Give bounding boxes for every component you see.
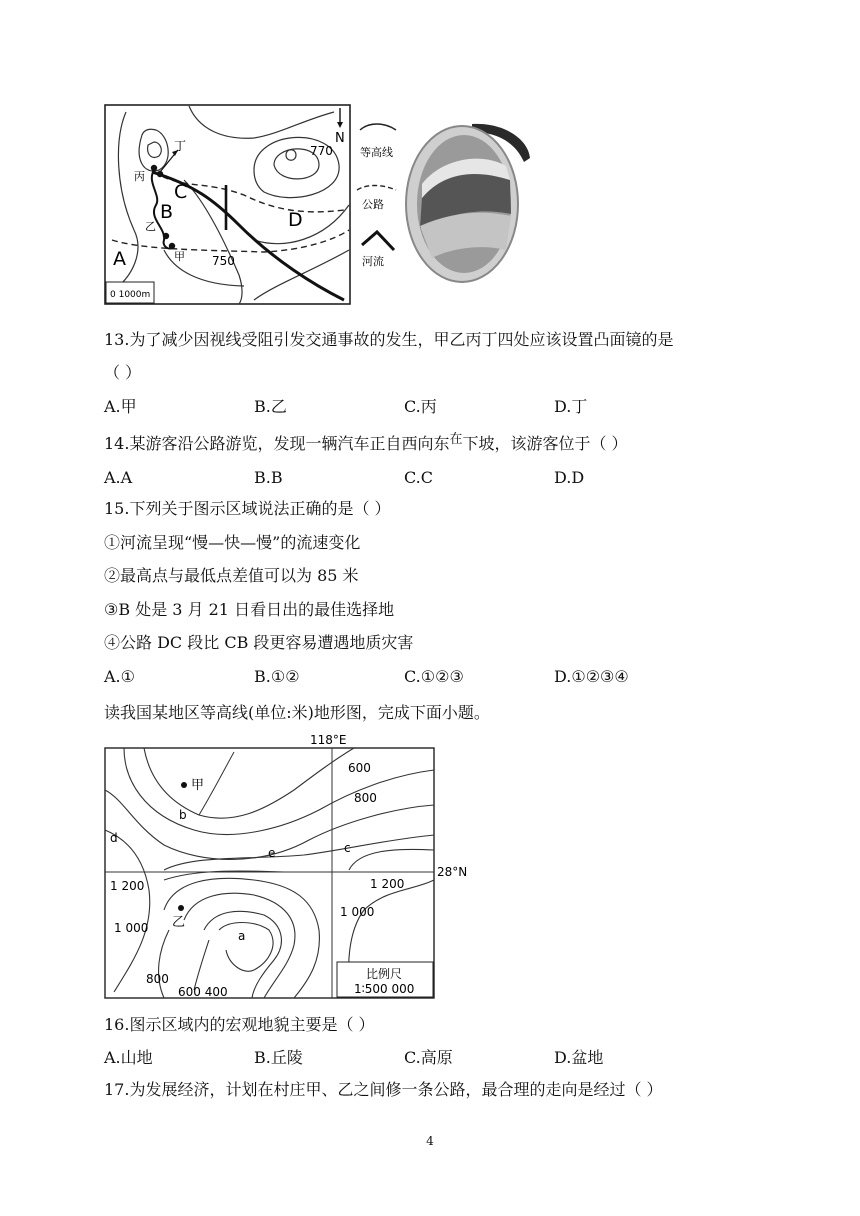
q13-option-c[interactable]: C.丙 [404, 397, 437, 416]
q16-option-a[interactable]: A.山地 [104, 1048, 153, 1067]
contour-lines-2 [105, 748, 434, 998]
label-C: C [174, 181, 188, 203]
label-a: a [238, 929, 246, 943]
q14-option-d[interactable]: D.D [554, 468, 585, 487]
label-A: A [113, 248, 126, 270]
contour-map-figure-1 [104, 100, 434, 306]
label-bing: 丙 [134, 170, 145, 183]
contour-map-1-svg [104, 100, 434, 306]
q14-option-a[interactable]: A.A [104, 468, 133, 487]
map-frame-2 [105, 748, 434, 998]
legend-river-icon [362, 232, 394, 250]
q13-option-a[interactable]: A.甲 [104, 397, 137, 416]
q16-option-c[interactable]: C.高原 [404, 1048, 453, 1067]
village-yi-dot-2 [178, 905, 184, 911]
q14-option-c[interactable]: C.C [404, 468, 433, 487]
scale-value: 1∶500 000 [354, 982, 415, 996]
q15-option-c[interactable]: C.①②③ [404, 667, 464, 686]
label-scale: 0 1000m [110, 290, 151, 300]
label-north: N [335, 131, 345, 146]
q14-text-before: 14.某游客沿公路游览，发现一辆汽车正自西向东 [104, 434, 450, 453]
label-e: e [268, 846, 276, 860]
q15-statement-3: ③B 处是 3 月 21 日看日出的最佳选择地 [104, 600, 395, 619]
q15-option-d[interactable]: D.①②③④ [554, 667, 629, 686]
q14-options [104, 467, 744, 489]
convex-mirror-image [402, 118, 534, 284]
label-d: d [110, 831, 118, 845]
legend-road-label: 公路 [362, 198, 384, 211]
legend-contour-icon [360, 124, 396, 130]
label-1000-left: 1 000 [114, 921, 149, 935]
label-800-bottom: 800 [146, 972, 169, 986]
label-D: D [288, 209, 303, 231]
label-600-400: 600 400 [178, 985, 228, 999]
label-28n: 28°N [437, 865, 468, 879]
q15-text: 15.下列关于图示区域说法正确的是（ ） [104, 499, 391, 518]
convex-mirror-svg [402, 118, 534, 284]
label-jia-2: 甲 [191, 778, 205, 793]
q13-blank: （ ） [104, 363, 142, 382]
q14-text [104, 433, 628, 457]
q15-options [104, 666, 744, 688]
label-1000-right: 1 000 [340, 905, 375, 919]
label-1200-right: 1 200 [370, 877, 405, 891]
legend-contour-label: 等高线 [360, 146, 393, 159]
intro-figure-2: 读我国某地区等高线(单位:米)地形图，完成下面小题。 [104, 703, 490, 722]
q14-sup-char: 在 [449, 432, 463, 447]
q13-option-d[interactable]: D.丁 [554, 397, 588, 416]
contour-lines [114, 106, 349, 304]
q13-options [104, 396, 744, 418]
label-750: 750 [212, 254, 235, 268]
q14-text-after: 下坡，该游客位于（ ） [462, 434, 628, 453]
contour-map-2-svg [104, 730, 484, 1002]
village-bing-dot [151, 165, 157, 171]
q15-statement-1: ①河流呈现“慢—快—慢”的流速变化 [104, 533, 361, 552]
label-yi-2: 乙 [172, 915, 186, 930]
q16-text: 16.图示区域内的宏观地貌主要是（ ） [104, 1015, 375, 1034]
q15-option-b[interactable]: B.①② [254, 667, 300, 686]
label-B: B [160, 201, 174, 223]
label-jia: 甲 [174, 250, 185, 263]
village-jia-dot-2 [181, 782, 187, 788]
q14-option-b[interactable]: B.B [254, 468, 283, 487]
label-800-top: 800 [354, 791, 377, 805]
road-line [112, 230, 349, 252]
village-yi-dot [163, 233, 169, 239]
q15-statement-2: ②最高点与最低点差值可以为 85 米 [104, 566, 359, 585]
label-c: c [344, 841, 351, 855]
label-b: b [179, 808, 187, 822]
page-number: 4 [426, 1134, 434, 1148]
contour-map-figure-2 [104, 730, 484, 1002]
legend-road-icon [357, 186, 396, 191]
scale-title: 比例尺 [366, 967, 403, 981]
label-770: 770 [310, 144, 333, 158]
label-600: 600 [348, 761, 371, 775]
label-1200-left: 1 200 [110, 879, 145, 893]
village-jia-dot [169, 243, 175, 249]
q16-options [104, 1047, 744, 1069]
q16-option-d[interactable]: D.盆地 [554, 1048, 604, 1067]
q17-text: 17.为发展经济，计划在村庄甲、乙之间修一条公路，最合理的走向是经过（ ） [104, 1080, 663, 1099]
q13-text: 13.为了减少因视线受阻引发交通事故的发生，甲乙丙丁四处应该设置凸面镜的是 [104, 330, 674, 349]
q13-option-b[interactable]: B.乙 [254, 397, 287, 416]
label-ding: 丁 [174, 139, 187, 153]
label-118e: 118°E [310, 733, 347, 747]
stream-1 [199, 752, 234, 815]
q16-option-b[interactable]: B.丘陵 [254, 1048, 303, 1067]
q15-option-a[interactable]: A.① [104, 667, 135, 686]
label-yi: 乙 [145, 220, 156, 233]
q15-statement-4: ④公路 DC 段比 CB 段更容易遭遇地质灾害 [104, 633, 414, 652]
legend-river-label: 河流 [362, 255, 384, 268]
